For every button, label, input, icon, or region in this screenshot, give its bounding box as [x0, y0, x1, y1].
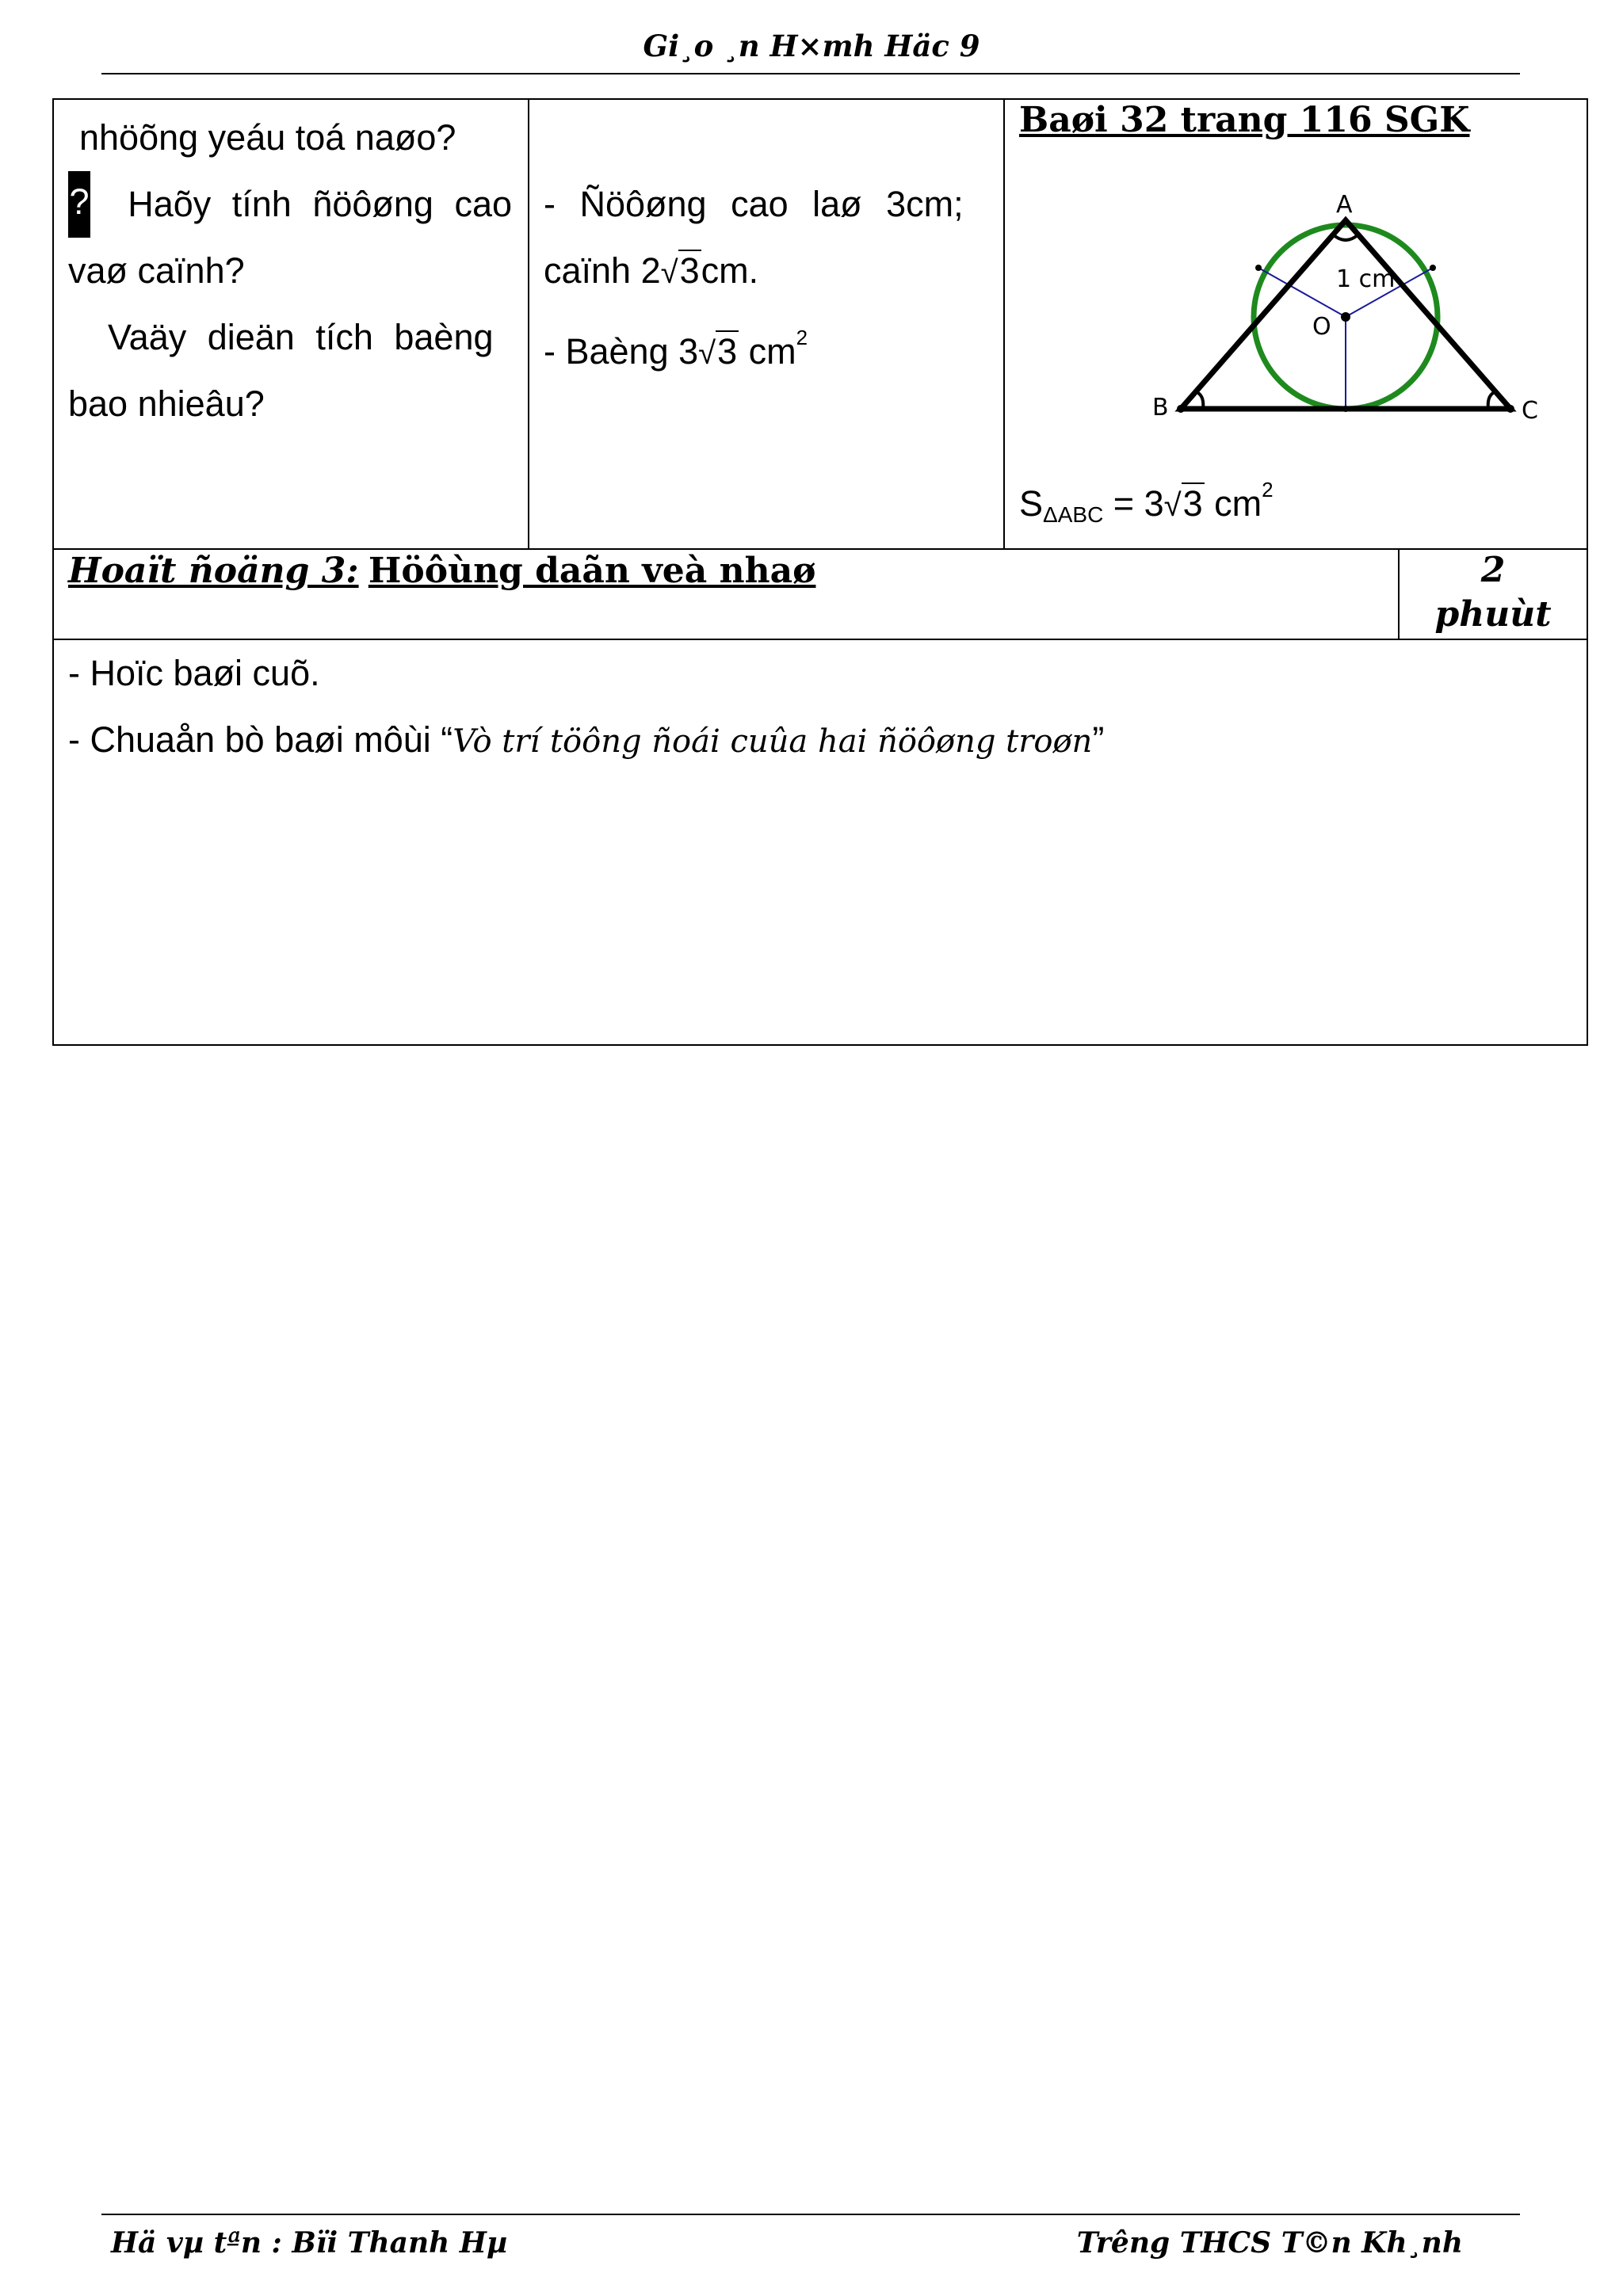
footer-author: Hä vµ tªn : Bïi Thanh Hµ [111, 2226, 508, 2260]
exercise-title: Baøi 32 trang 116 SGK [1019, 100, 1470, 140]
footer-rule [101, 2214, 1520, 2215]
radius-label: 1 cm [1336, 265, 1396, 293]
question-line-2: ? Haõy tính ñöôøng cao [68, 171, 512, 238]
footer-school: Trêng THCS T©n Kh¸nh [1076, 2226, 1463, 2260]
triangle-incircle-figure [1005, 147, 1538, 464]
vertex-label-a: A [1336, 191, 1353, 219]
table-row-3 [52, 639, 1588, 1046]
center-point-o [1341, 312, 1350, 322]
answer-line-1: - Ñöôøng cao laø 3cm; [544, 184, 964, 224]
vertex-point-b [1177, 405, 1185, 413]
angle-mark-a [1333, 235, 1358, 240]
question-line-5: bao nhieâu? [68, 383, 265, 424]
sqrt-symbol: √3 [1163, 483, 1203, 524]
answer-line-2: caïnh 2√3cm. [544, 238, 758, 306]
activity-heading: Hoaït ñoäng 3: Höôùng daãn veà nhaø [68, 551, 816, 591]
sqrt-symbol: √3 [698, 331, 738, 372]
triangle-area: $S_{\Delta ABC} = 3√3$ $cm^2$ [1019, 456, 1274, 548]
vertex-label-c: C [1522, 397, 1538, 425]
header-rule [101, 73, 1520, 74]
tangent-point-bottom [1342, 406, 1349, 412]
vertex-point-c [1507, 405, 1514, 413]
question-line-3: vaø caïnh? [68, 250, 245, 291]
table-row-1 [52, 98, 1588, 550]
table-row-2 [52, 548, 1588, 640]
radius-segment-left [1258, 268, 1346, 317]
column-divider-1 [528, 100, 529, 548]
vertex-label-b: B [1152, 394, 1169, 421]
tangent-point-left [1255, 265, 1262, 271]
homework-line-2: - Chuaån bò baøi môùi “Vò trí töông ñoái cuûa hai ñöôøng troøn” [68, 719, 1105, 760]
activity-time: 2 phuùt [1434, 550, 1552, 635]
question-line-4: Vaäy dieän tích baèng [108, 317, 494, 357]
center-label-o: O [1312, 313, 1331, 341]
question-mark-marker: ? [68, 171, 90, 238]
tangent-point-right [1430, 265, 1436, 271]
answer-line-3: - Baèng 3√3 $cm^2$ [544, 304, 808, 387]
sqrt-symbol: √3 [660, 250, 700, 291]
question-line-1: nhöõng yeáu toá naøo? [79, 117, 456, 158]
homework-line-1: - Hoïc baøi cuõ. [68, 653, 320, 693]
header-title: Gi¸o ¸n H×mh Häc 9 [643, 29, 980, 63]
